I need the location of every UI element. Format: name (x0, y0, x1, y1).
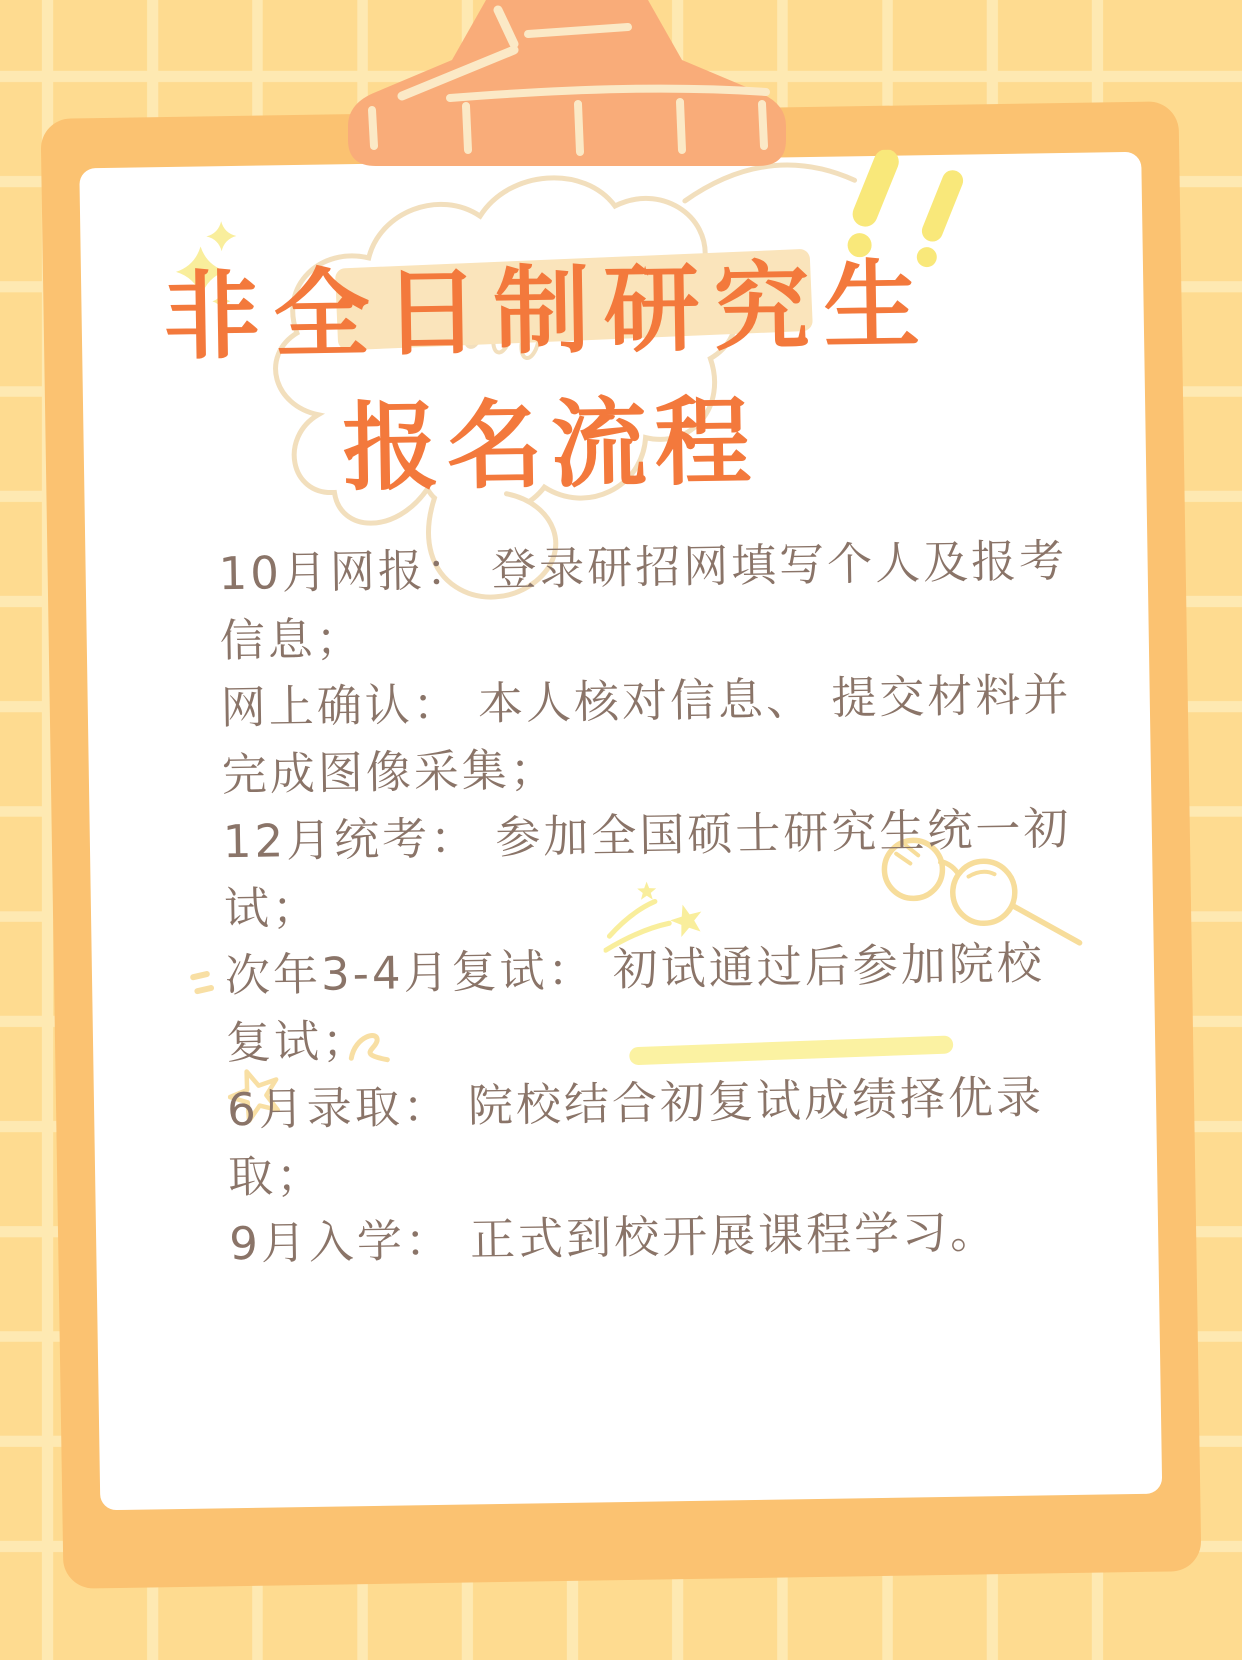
step-line: 网上确认： 本人核对信息、 提交材料并 (220, 667, 1072, 735)
clipboard-clip-icon (338, 0, 794, 172)
step-line: 9月入学： 正式到校开展课程学习。 (228, 1205, 999, 1271)
equals-doodle-icon (190, 970, 211, 980)
paper-sheet (79, 152, 1162, 1511)
poster-title-line1: 非全日制研究生 (162, 249, 935, 374)
step-line: 试； (223, 880, 321, 936)
step-line: 复试； (225, 1013, 371, 1070)
step-line: 6月录取： 院校结合初复试成绩择优录 (226, 1070, 1045, 1137)
step-line: 次年3-4月复试： 初试通过后参加院校 (224, 936, 1046, 1003)
poster-title-line2: 报名流程 (341, 385, 760, 505)
step-line: 取； (227, 1148, 325, 1204)
step-line: 信息； (219, 612, 365, 668)
steps-text-block (218, 526, 1129, 1277)
step-line: 完成图像采集； (221, 742, 559, 802)
step-line: 10月网报： 登录研招网填写个人及报考 (218, 533, 1068, 601)
clipboard-board (41, 101, 1202, 1589)
equals-doodle-icon (194, 984, 215, 994)
step-line: 12月统考： 参加全国硕士研究生统一初 (222, 801, 1072, 869)
